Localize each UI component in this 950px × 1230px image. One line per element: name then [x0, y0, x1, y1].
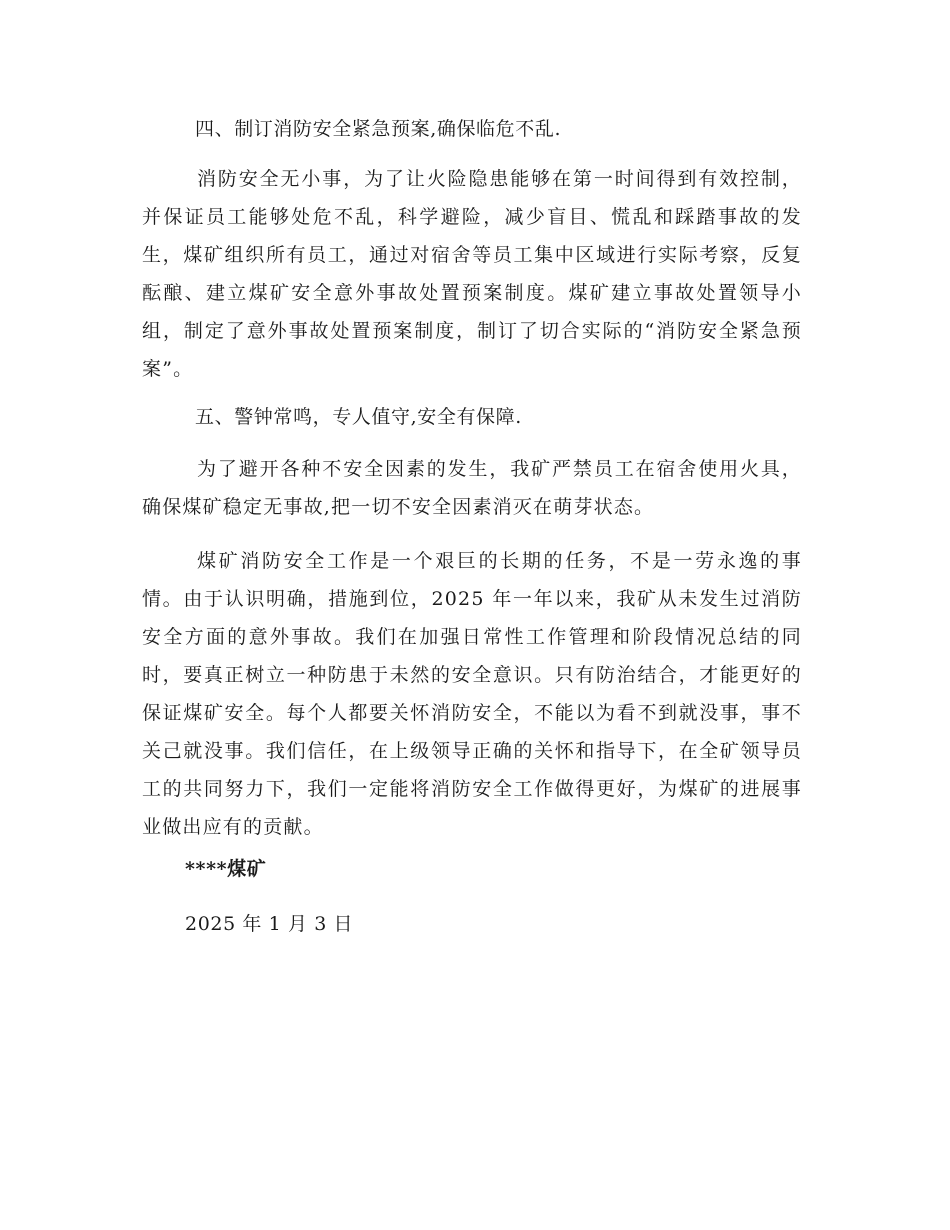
paragraph-fire-prevention: 为了避开各种不安全因素的发生，我矿严禁员工在宿舍使用火具，确保煤矿稳定无事故,把一切不安全因素消灭在萌芽状态。 — [142, 458, 802, 518]
section-heading-4: 四、制订消防安全紧急预案,确保临危不乱. — [195, 118, 562, 140]
section-heading-5: 五、警钟常鸣，专人值守,安全有保障. — [195, 406, 522, 428]
signature-date: 2025 年 1 月 3 日 — [185, 913, 354, 935]
signature-org: ****煤矿 — [185, 858, 267, 880]
paragraph-emergency-plan: 消防安全无小事，为了让火险隐患能够在第一时间得到有效控制，并保证员工能够处危不乱，科学避险，减少盲目、慌乱和踩踏事故的发生，煤矿组织所有员工，通过对宿舍等员工集中区域进行实际考察，反复酝酿、建立煤矿安全意外事故处置预案制度。煤矿建立事故处置领导小组，制定了意外事故处置预案制度，制订了切合实际的“消防安全紧急预案”。 — [142, 168, 802, 380]
paragraph-conclusion: 煤矿消防安全工作是一个艰巨的长期的任务，不是一劳永逸的事情。由于认识明确，措施到位，2025 年一年以来，我矿从未发生过消防安全方面的意外事故。我们在加强日常性工作管理和阶段情况总结的同时，要真正树立一种防患于未然的安全意识。只有防治结合，才能更好的保证煤矿安全。每个人都要关怀消防安全，不能以为看不到就没事，事不关己就没事。我们信任，在上级领导正确的关怀和指导下，在全矿领导员工的共同努力下，我们一定能将消防安全工作做得更好，为煤矿的进展事业做出应有的贡献。 — [142, 550, 802, 838]
